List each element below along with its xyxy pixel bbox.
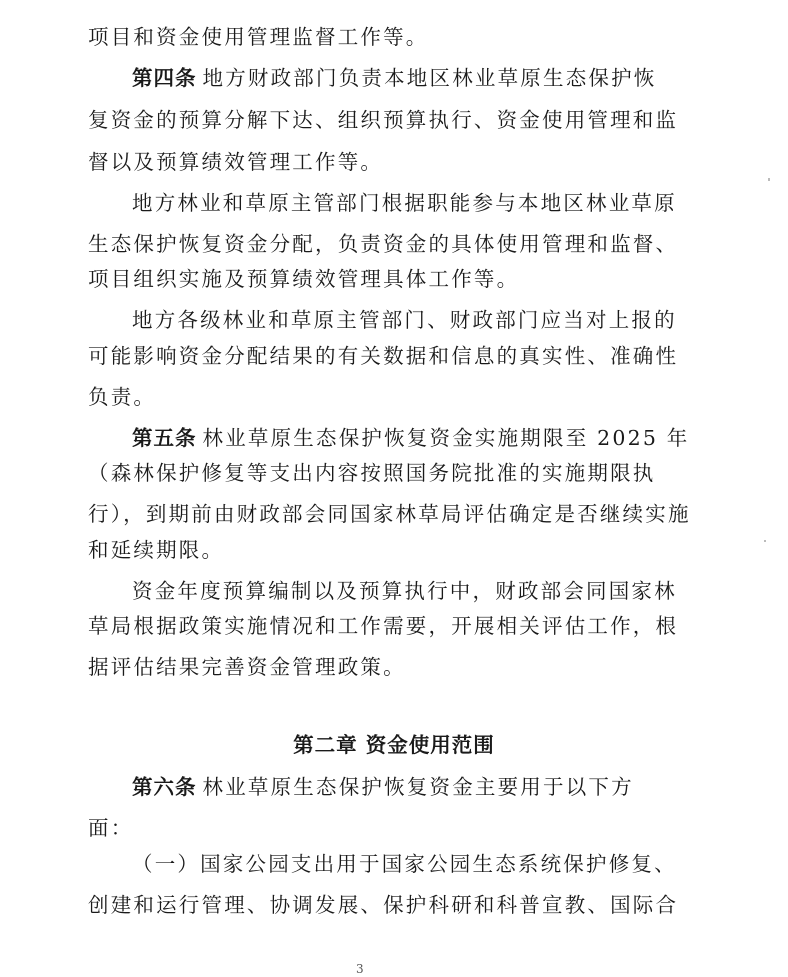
text-line: （森林保护修复等支出内容按照国务院批准的实施期限执	[88, 461, 656, 485]
text-line: 创建和运行管理、协调发展、保护科研和科普宣教、国际合	[88, 893, 679, 917]
article-6-line	[132, 772, 652, 802]
text-line: 地方林业和草原主管部门根据职能参与本地区林业草原	[132, 191, 677, 215]
chapter-heading: 第二章 资金使用范围	[293, 733, 495, 757]
scan-speck	[764, 540, 766, 542]
text-line: 项目组织实施及预算绩效管理具体工作等。	[88, 267, 520, 291]
text-line: 项目和资金使用管理监督工作等。	[88, 25, 429, 49]
article-4-line	[132, 63, 657, 93]
text-line: 生态保护恢复资金分配，负责资金的具体使用管理和监督、	[88, 232, 679, 256]
page-number: 3	[356, 962, 364, 976]
text-line: 可能影响资金分配结果的有关数据和信息的真实性、准确性	[88, 344, 679, 368]
article-number: 第五条	[132, 426, 197, 450]
text-line: 行），到期前由财政部会同国家林草局评估确定是否继续实施	[88, 502, 691, 526]
text-line: 和延续期限。	[88, 538, 225, 562]
text-line: 草局根据政策实施情况和工作需要，开展相关评估工作，根	[88, 614, 679, 638]
text-line: 负责。	[88, 385, 157, 409]
text-line: 督以及预算绩效管理工作等。	[88, 150, 384, 174]
article-number: 第六条	[132, 775, 197, 799]
text-line: 资金年度预算编制以及预算执行中，财政部会同国家林	[132, 579, 677, 603]
text-line: （一）国家公园支出用于国家公园生态系统保护修复、	[132, 852, 677, 876]
text-line: 地方各级林业和草原主管部门、财政部门应当对上报的	[132, 308, 677, 332]
text-line: 据评估结果完善资金管理政策。	[88, 655, 406, 679]
article-text: 林业草原生态保护恢复资金实施期限至 2025 年	[202, 426, 690, 450]
text-line: 复资金的预算分解下达、组织预算执行、资金使用管理和监	[88, 108, 679, 132]
article-text: 地方财政部门负责本地区林业草原生态保护恢	[202, 66, 657, 90]
article-number: 第四条	[132, 66, 197, 90]
article-text: 林业草原生态保护恢复资金主要用于以下方	[202, 775, 634, 799]
scan-speck	[768, 178, 770, 181]
text-line: 面：	[88, 816, 134, 840]
article-5-line	[132, 423, 690, 453]
